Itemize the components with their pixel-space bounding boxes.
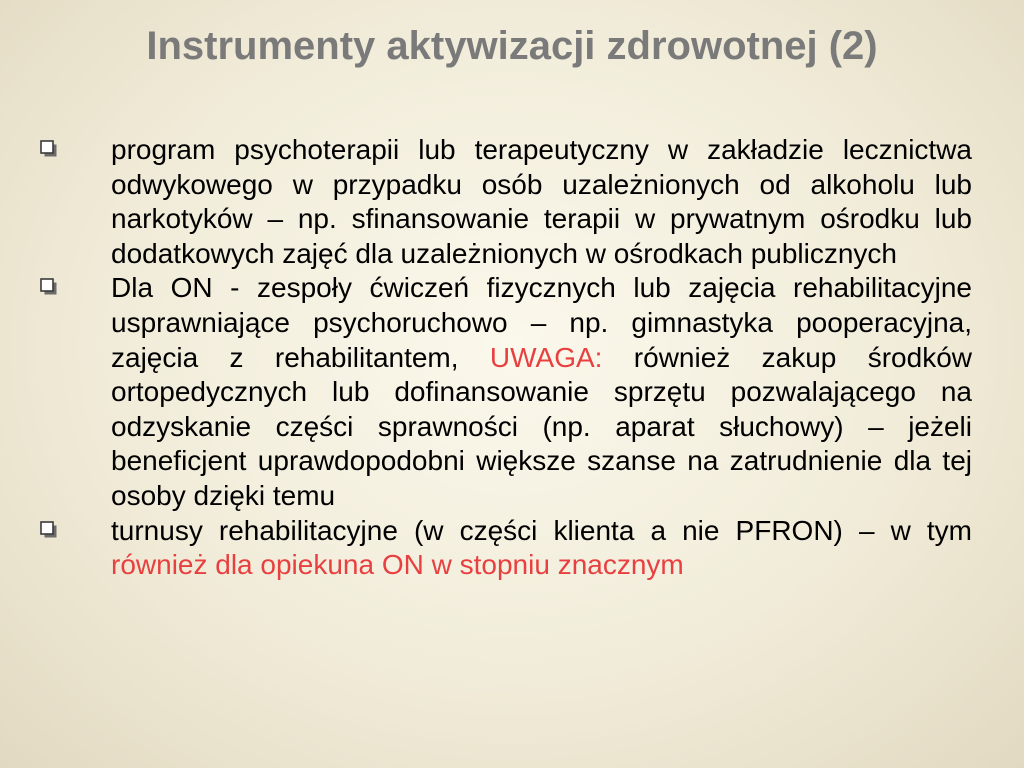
list-item [40, 271, 972, 513]
checkbox-bullet-icon [40, 140, 58, 158]
warning-highlight: UWAGA: [489, 341, 603, 373]
bullet-text [111, 271, 972, 513]
bullet-text-part: turnusy rehabilitacyjne (w części klienta a nie PFRON) – w tym [111, 514, 972, 546]
list-item [40, 514, 972, 583]
checkbox-bullet-icon [40, 521, 58, 539]
bullet-text-part: również zakup środków ortopedycznych lub dofinansowanie sprzętu pozwalającego na odzyskanie części sprawności (np. aparat słuchowy) – jeżeli beneficjent uprawdopodobni większe szanse na zatrudnienie dla tej osoby dzięki temu [111, 341, 972, 511]
bullet-text: program psychoterapii lub terapeutyczny w zakładzie lecznictwa odwykowego w przypadku osób uzależnionych od alkoholu lub narkotyków – np. sfinansowanie terapii w prywatnym ośrodku lub dodatkowych zajęć dla uzależnionych w ośrodkach publicznych [111, 134, 972, 269]
slide-title: Instrumenty aktywizacji zdrowotnej (2) [146, 24, 878, 68]
bullet-list [40, 133, 972, 583]
caregiver-highlight: również dla opiekuna ON w stopniu znacznym [111, 549, 684, 581]
bullet-text-part: Dla ON - zespoły ćwiczeń fizycznych lub zajęcia rehabilitacyjne usprawniające psychoruchowo – np. gimnastyka pooperacyjna, zajęcia z rehabilitantem, [111, 272, 972, 373]
list-item [40, 133, 972, 271]
bullet-text [111, 514, 972, 583]
checkbox-bullet-icon [40, 278, 58, 296]
